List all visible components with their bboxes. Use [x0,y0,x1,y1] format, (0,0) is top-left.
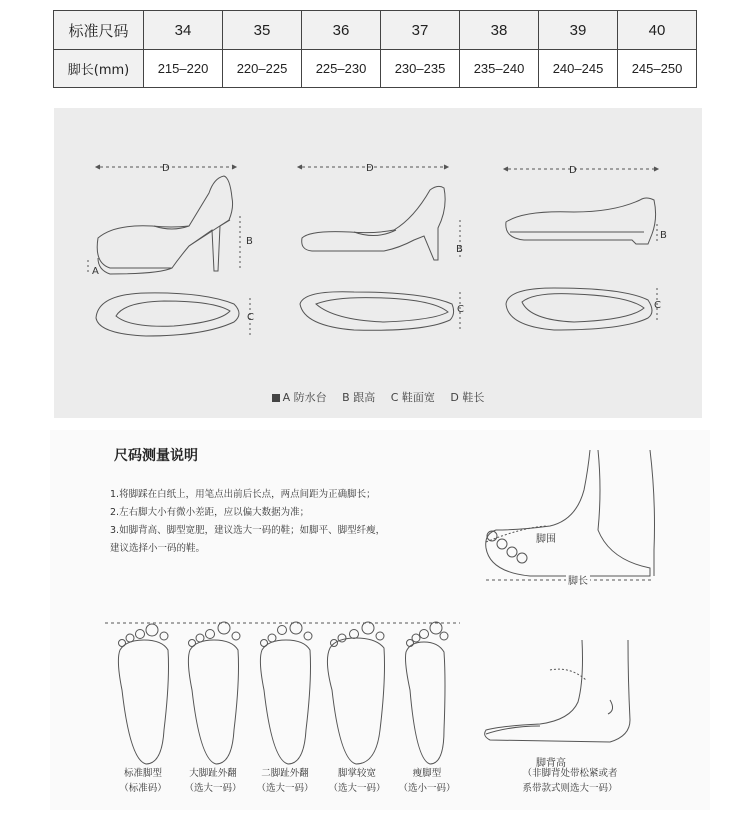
foot-illustrations [50,430,710,810]
instep-side-view [485,640,630,742]
legend-item-a: A 防水台 [272,391,327,404]
flat-shoe-side [504,167,658,244]
note-line: 2.左右脚大小有微小差距，应以偏大数据为准； [110,507,310,518]
foot-type-bunion: 大脚趾外翻 （选大一码） [184,768,242,794]
instep-note: （非脚背处带松紧或者 系带款式则选大一码） [522,768,618,794]
size-cell: 36 [302,11,381,50]
note-line: 1.将脚踩在白纸上，用笔点出前后长点，两点间距为正确脚长； [110,489,376,500]
foot-prints [105,622,460,764]
foot-side-view [486,450,655,580]
size-cell: 35 [223,11,302,50]
dim-label-b: B [246,236,253,247]
length-row [54,50,697,88]
mid-heel-pump-top [300,292,454,331]
dim-label-a: A [92,266,99,277]
dim-label-b: B [660,230,667,241]
dim-label-c: C [654,300,661,311]
platform-pump-side [96,165,236,274]
dim-label-c: C [457,304,464,315]
dim-label-d: D [162,163,170,174]
size-cell: 40 [618,11,697,50]
length-label: 脚长 [566,572,590,587]
mid-heel-pump-side [298,165,448,260]
length-cell: 215–220 [144,50,223,88]
foot-type-standard: 标准脚型 （标准码） [119,768,167,794]
length-cell: 235–240 [460,50,539,88]
length-cell: 245–250 [618,50,697,88]
size-cell: 34 [144,11,223,50]
dim-label-d: D [366,163,374,174]
size-row-label: 标准尺码 [54,11,144,50]
note-line: 建议选择小一码的鞋。 [110,543,206,554]
size-cell: 39 [539,11,618,50]
length-row-label: 脚长(mm) [54,50,144,88]
length-cell: 220–225 [223,50,302,88]
guide-title: 尺码测量说明 [114,448,198,464]
foot-type-second-toe: 二脚趾外翻 （选大一码） [256,768,314,794]
size-table [53,10,697,88]
dimension-markers [88,216,657,336]
dim-label-d: D [569,165,577,176]
size-cell: 38 [460,11,539,50]
shoe-diagrams [54,108,702,418]
dim-label-c: C [247,312,254,323]
foot-type-wide: 脚掌较宽 （选大一码） [328,768,386,794]
note-line: 3.如脚背高、脚型宽肥，建议选大一码的鞋；如脚平、脚型纤瘦， [110,525,386,536]
legend-item-c: C 鞋面宽 [390,391,435,404]
dim-label-b: B [456,244,463,255]
girth-label: 脚围 [536,534,556,545]
legend-item-b: B 跟高 [342,391,376,404]
length-cell: 240–245 [539,50,618,88]
flat-shoe-top [506,288,652,330]
legend-square-icon [272,394,280,402]
size-row [54,11,697,50]
length-cell: 230–235 [381,50,460,88]
size-cell: 37 [381,11,460,50]
legend-item-d: D 鞋长 [450,391,485,404]
shoe-dimension-panel [54,108,702,418]
instep-label: 脚背高 [536,758,566,769]
foot-type-slim: 瘦脚型 （选小一码） [398,768,456,794]
length-cell: 225–230 [302,50,381,88]
platform-pump-top [96,293,239,336]
measurement-guide [50,430,710,810]
dimension-legend [54,389,702,405]
